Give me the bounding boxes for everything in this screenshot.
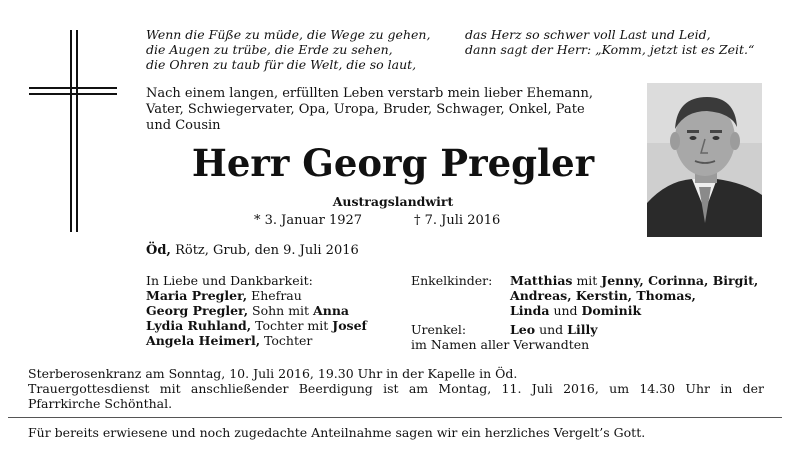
thanks-note: Für bereits erwiesene und noch zugedachte Anteilnahme sagen wir ein herzliches Vergelt’s Gott. (28, 425, 646, 440)
portrait-photo (647, 83, 762, 237)
intro-text: Nach einem langen, erfüllten Leben verstarb mein lieber Ehemann, Vater, Schwiegervater, Opa, Uropa, Bruder, Schwager, Onkel, Pate und Cousin (146, 86, 594, 133)
relatives-note: im Namen aller Verwandten (411, 337, 590, 352)
birth-date: * 3. Januar 1927 (254, 213, 363, 228)
deceased-name: Herr Georg Pregler (191, 141, 595, 185)
mourners-list: In Liebe und Dankbarkeit: Maria Pregler, Ehefrau Georg Pregler, Sohn mit Anna Lydia Ruhland, Tochter mit Josef Angela Heimerl, Tochter (146, 273, 367, 348)
poem-left: Wenn die Füße zu müde, die Wege zu gehen, die Augen zu trübe, die Erde zu sehen, die Ohren zu taub für die Welt, die so laut, (146, 27, 431, 72)
grandchildren-label: Enkelkinder: (411, 273, 493, 288)
poem-right: das Herz so schwer voll Last und Leid, dann sagt der Herr: „Komm, jetzt ist es Zeit.“ (465, 27, 755, 57)
grandchildren-list: Matthias mit Jenny, Corinna, Birgit, Andreas, Kerstin, Thomas, Linda und Dominik (510, 273, 759, 318)
service-info: Sterberosenkranz am Sonntag, 10. Juli 2016, 19.30 Uhr in der Kapelle in Öd. Trauergottesdienst mit anschließender Beerdigung ist am Montag, 11. Juli 2016, um 14.30 Uhr in der Pfarrkirche Schönthal. (28, 366, 764, 411)
great-grandchildren-label: Urenkel: (411, 322, 467, 337)
great-grandchildren-list: Leo und Lilly (510, 322, 598, 337)
place-date: Öd, Rötz, Grub, den 9. Juli 2016 (146, 243, 359, 258)
occupation: Austragslandwirt (332, 194, 454, 209)
death-date: † 7. Juli 2016 (414, 213, 501, 228)
divider (8, 417, 782, 418)
